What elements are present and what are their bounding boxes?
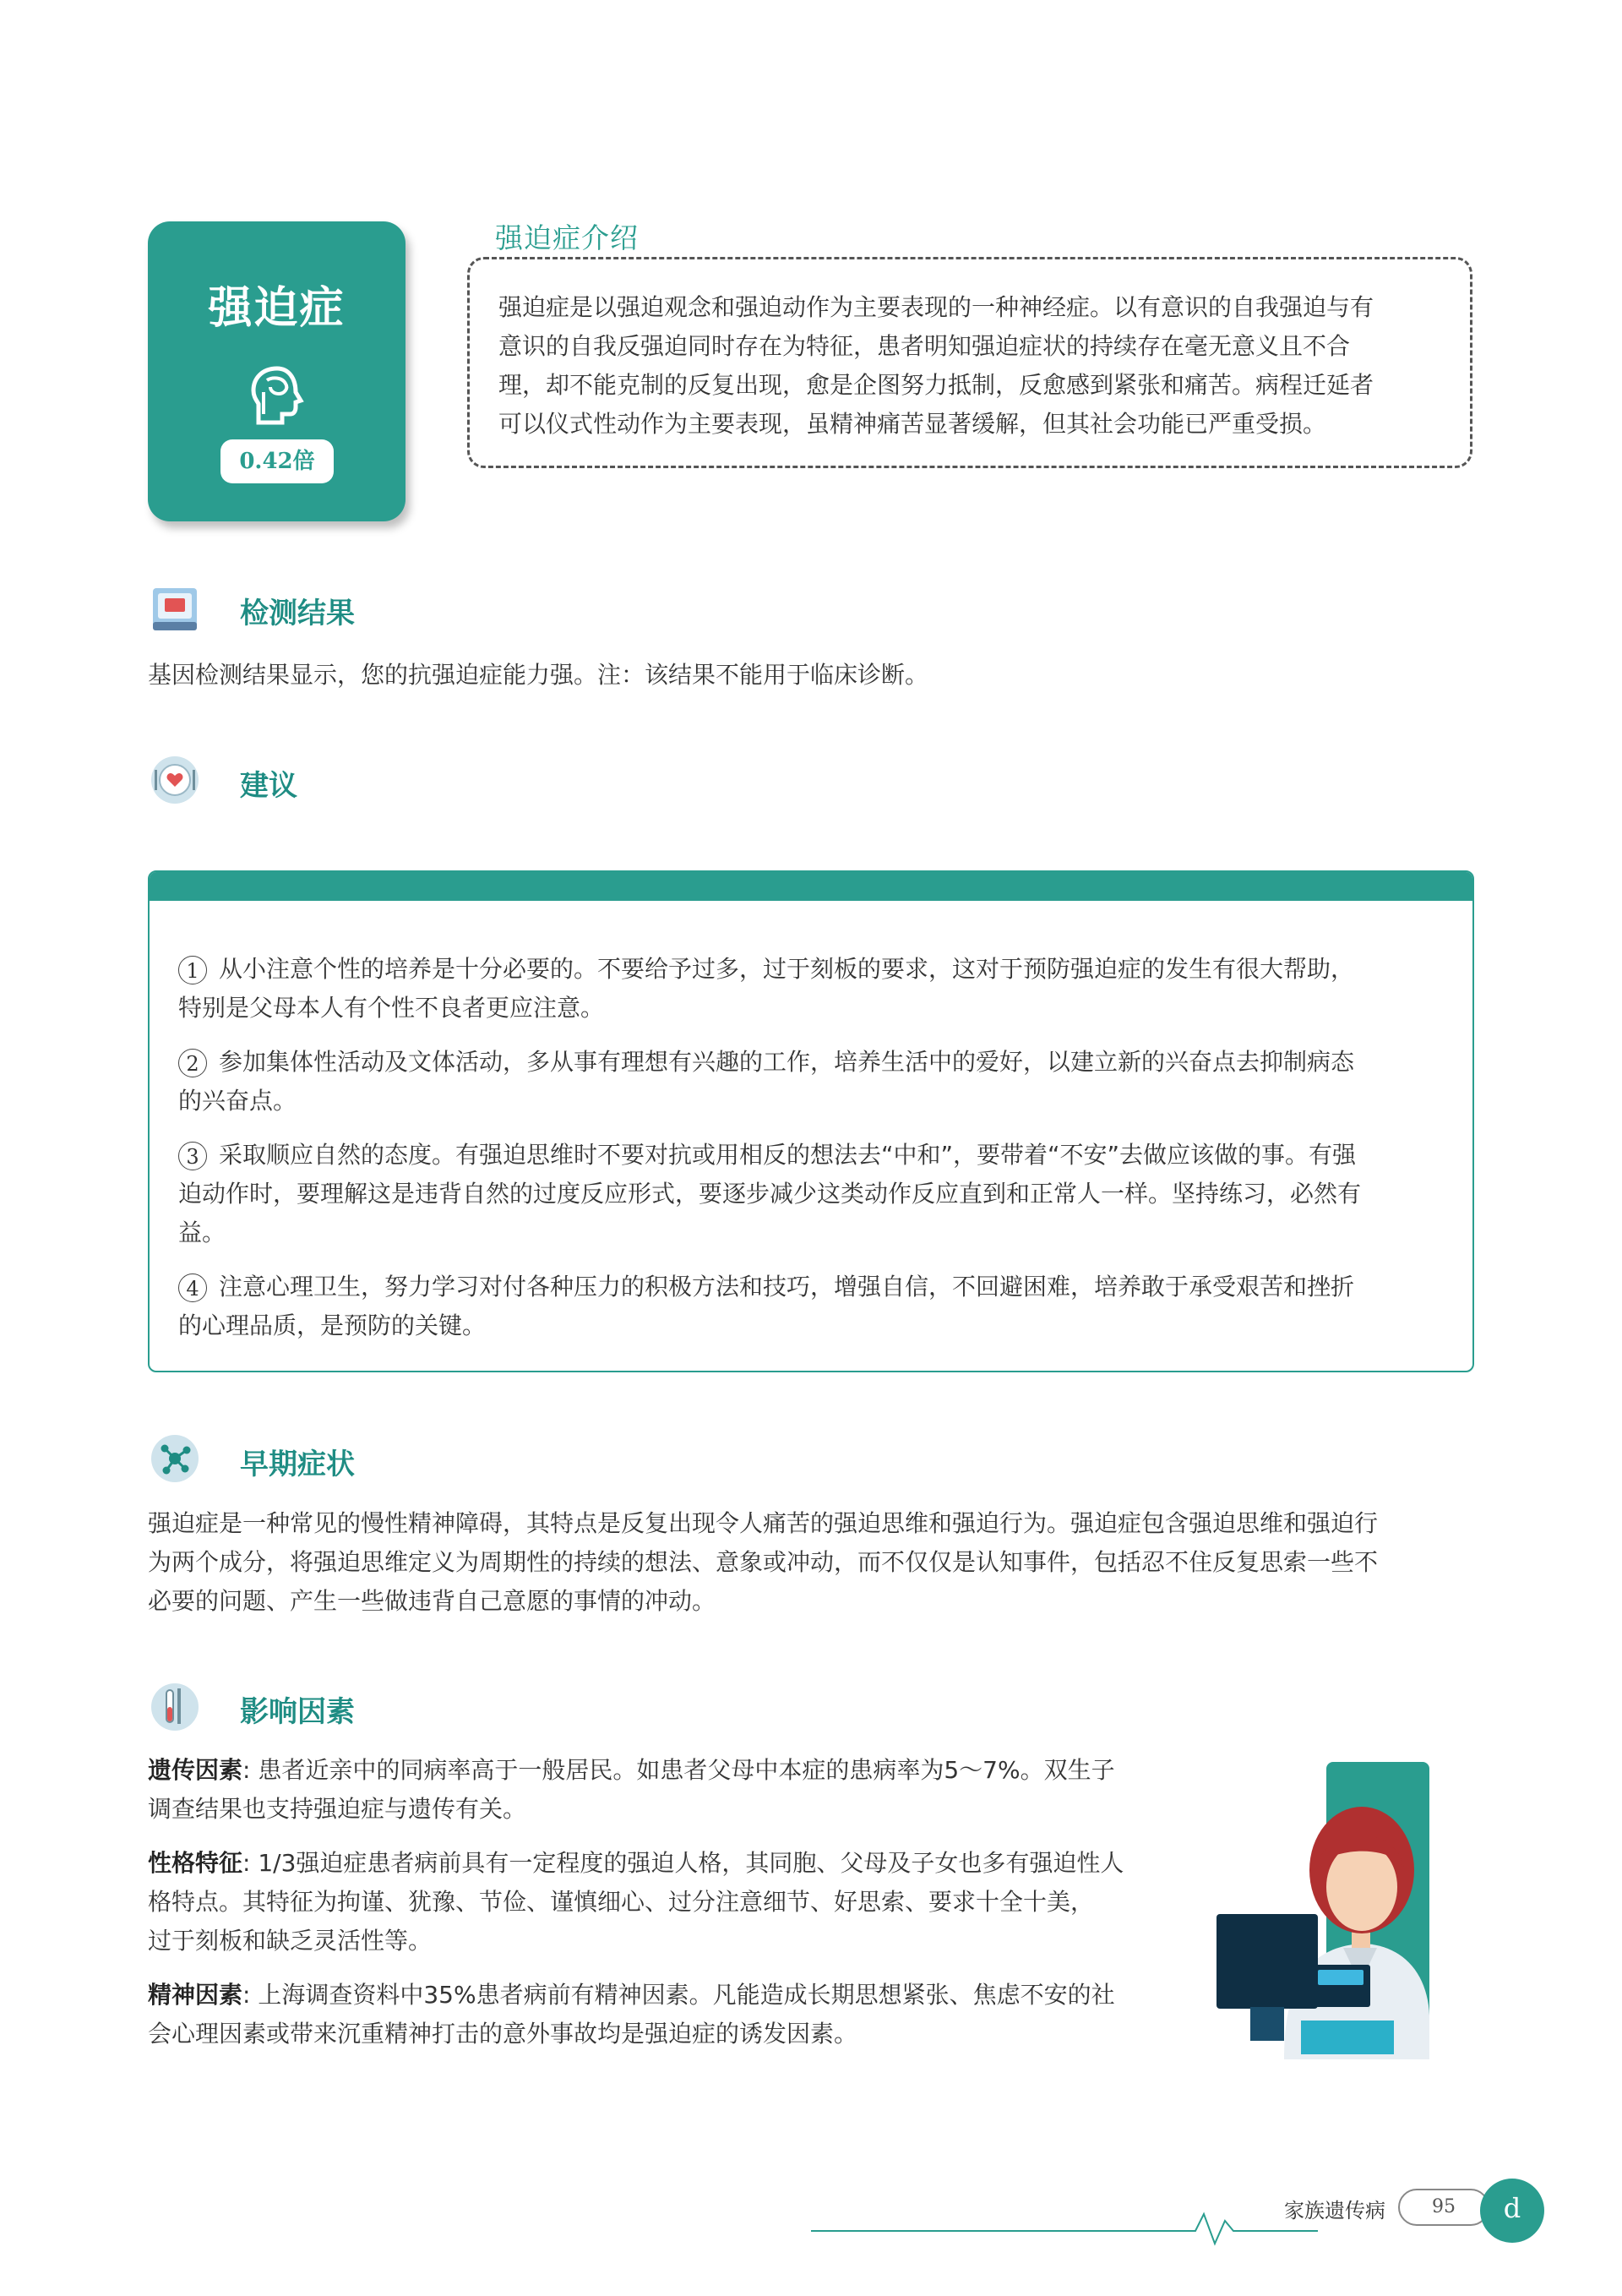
card-title: 强迫症 (208, 283, 346, 334)
disease-card (148, 221, 406, 521)
intro-text (498, 288, 1440, 444)
test-kit-icon (150, 583, 200, 634)
doctor-illustration (1216, 1762, 1436, 2062)
advice-line: 参加集体性活动及文体活动，多从事有理想有兴趣的工作，培养生活中的爱好，以建立新的兴奋点去抑制病态 (219, 1048, 1355, 1076)
molecule-icon (150, 1433, 200, 1484)
advice-line: 益。 (178, 1219, 226, 1246)
early-text (148, 1504, 1474, 1621)
early-line: 为两个成分，将强迫思维定义为周期性的持续的想法、意象或冲动，而不仅仅是认知事件，包括忍不住反复思索一些不 (148, 1548, 1379, 1576)
advice-line: 注意心理卫生，努力学习对付各种压力的积极方法和技巧，增强自信，不回避困难，培养敢于承受艰苦和挫折 (219, 1273, 1355, 1301)
factors-title: 影响因素 (240, 1695, 355, 1729)
result-text: 基因检测结果显示，您的抗强迫症能力强。注：该结果不能用于临床诊断。 (148, 661, 929, 689)
early-title: 早期症状 (240, 1448, 355, 1481)
item-number: 1 (178, 956, 207, 984)
footer-label: 家族遗传病 (1284, 2199, 1385, 2222)
early-line: 强迫症是一种常见的慢性精神障碍，其特点是反复出现令人痛苦的强迫思维和强迫行为。强迫症包含强迫思维和强迫行 (148, 1509, 1379, 1537)
advice-item (178, 1268, 1445, 1345)
early-line: 必要的问题、产生一些做违背自己意愿的事情的冲动。 (148, 1587, 716, 1615)
factor-personality (148, 1844, 1187, 1961)
item-number: 4 (178, 1273, 207, 1302)
advice-item (178, 1136, 1445, 1252)
plate-heart-icon (150, 755, 200, 805)
factor-line: : 患者近亲中的同病率高于一般居民。如患者父母中本症的患病率为5～7%。双生子 (242, 1756, 1115, 1784)
intro-line: 强迫症是以强迫观念和强迫动作为主要表现的一种神经症。以有意识的自我强迫与有 (498, 293, 1374, 321)
advice-line: 从小注意个性的培养是十分必要的。不要给予过多，过于刻板的要求，这对于预防强迫症的发生有很大帮助， (219, 955, 1355, 983)
intro-title: 强迫症介绍 (495, 221, 639, 254)
ratio-badge: 0.42倍 (220, 439, 334, 483)
intro-line: 理，却不能克制的反复出现，愈是企图努力抵制，反愈感到紧张和痛苦。病程迁延者 (498, 371, 1374, 399)
advice-box-header-bar (150, 872, 1472, 901)
advice-line: 采取顺应自然的态度。有强迫思维时不要对抗或用相反的想法去“中和”，要带着“不安”去做应该做的事。有强 (219, 1141, 1357, 1169)
test-tube-icon (150, 1682, 200, 1732)
factor-line: 调查结果也支持强迫症与遗传有关。 (148, 1795, 527, 1823)
advice-item (178, 1043, 1445, 1121)
item-number: 3 (178, 1142, 207, 1170)
factor-line: : 上海调查资料中35%患者病前有精神因素。凡能造成长期思想紧张、焦虑不安的社 (242, 1981, 1115, 2009)
advice-title: 建议 (240, 769, 297, 803)
intro-line: 意识的自我反强迫同时存在为特征，患者明知强迫症状的持续存在毫无意义且不合 (498, 332, 1351, 360)
intro-line: 可以仪式性动作为主要表现，虽精神痛苦显著缓解，但其社会功能已严重受损。 (498, 410, 1327, 438)
factor-label: 精神因素 (148, 1981, 243, 2009)
page-mark: d (1480, 2179, 1544, 2243)
heartbeat-line-icon (811, 2197, 1318, 2248)
factor-line: 格特点。其特征为拘谨、犹豫、节俭、谨慎细心、过分注意细节、好思索、要求十全十美， (148, 1888, 1095, 1916)
advice-item (178, 950, 1445, 1028)
intro-box (467, 257, 1472, 468)
advice-box (148, 870, 1474, 1372)
advice-line: 的兴奋点。 (178, 1087, 297, 1115)
advice-line: 的心理品质，是预防的关键。 (178, 1312, 487, 1339)
factor-line: 会心理因素或带来沉重精神打击的意外事故均是强迫症的诱发因素。 (148, 2020, 858, 2048)
item-number: 2 (178, 1049, 207, 1077)
page-number: 95 (1398, 2189, 1489, 2226)
advice-line: 特别是父母本人有个性不良者更应注意。 (178, 994, 605, 1022)
factor-line: 过于刻板和缺乏灵活性等。 (148, 1927, 433, 1955)
advice-line: 迫动作时，要理解这是违背自然的过度反应形式，要逐步减少这类动作反应直到和正常人一样。坚持练习，必然有 (178, 1180, 1362, 1208)
factor-label: 遗传因素 (148, 1756, 243, 1784)
factor-line: : 1/3强迫症患者病前具有一定程度的强迫人格，其同胞、父母及子女也多有强迫性人 (242, 1849, 1124, 1877)
factor-mental (148, 1976, 1187, 2053)
head-profile-icon (245, 363, 309, 428)
factor-genetic (148, 1751, 1187, 1829)
factor-label: 性格特征 (148, 1849, 243, 1877)
result-title: 检测结果 (240, 597, 355, 630)
